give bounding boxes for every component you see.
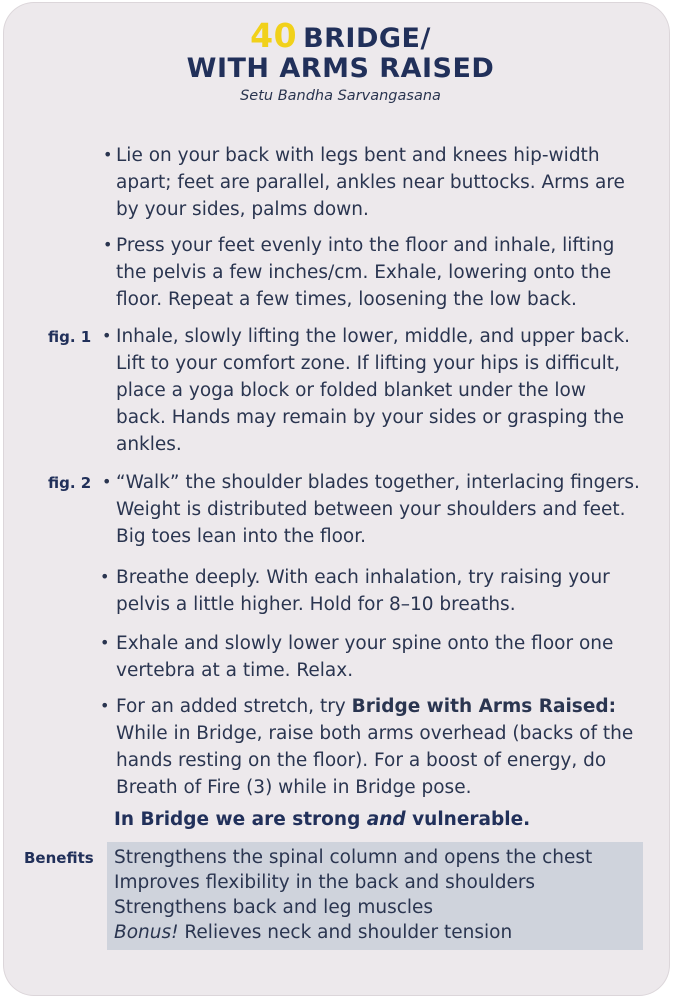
bullet-icon: •: [100, 633, 110, 652]
instruction-line: the pelvis a few inches/cm. Exhale, lowering onto the: [116, 262, 612, 283]
instruction-line: place a yoga block or folded blanket under the low: [116, 380, 586, 401]
instruction-line: Breathe deeply. With each inhalation, try raising your: [116, 567, 610, 588]
instruction-line: Weight is distributed between your shoulders and feet.: [116, 499, 626, 520]
bullet-icon: •: [100, 696, 110, 715]
bullet-icon: •: [103, 145, 113, 164]
instruction-text: [116, 142, 641, 223]
closing-statement: In Bridge we are strong and vulnerable.: [114, 809, 531, 830]
instruction-line: floor. Repeat a few times, loosening the low back.: [116, 289, 577, 310]
instruction-text: [116, 323, 641, 458]
instruction-text: For an added stretch, try Bridge with Arms Raised: While in Bridge, raise both arms overhead (backs of the hands resting on the floor). For a boost of energy, do Breath of Fire (3) while in Bridge pose.: [116, 693, 641, 801]
benefit-line: Improves flexibility in the back and shoulders: [114, 872, 536, 893]
card-header: [0, 16, 681, 104]
bonus-label: Bonus!: [114, 922, 179, 943]
instruction-line: Lift to your comfort zone. If lifting your hips is difficult,: [116, 353, 620, 374]
instruction-line: Breath of Fire (3) while in Bridge pose.: [116, 777, 472, 798]
bullet-icon: •: [103, 235, 113, 254]
instruction-line: While in Bridge, raise both arms overhead (backs of the: [116, 723, 634, 744]
instruction-line: Big toes lean into the floor.: [116, 526, 367, 547]
instruction-line: back. Hands may remain by your sides or grasping the: [116, 407, 625, 428]
bullet-icon: •: [100, 567, 110, 586]
instruction-text: [116, 630, 641, 684]
sanskrit-name: Setu Bandha Sarvangasana: [240, 88, 441, 104]
instruction-line: pelvis a little higher. Hold for 8–10 breaths.: [116, 594, 516, 615]
instruction-line: hands resting on the floor). For a boost of energy, do: [116, 750, 607, 771]
title-line-1: BRIDGE/: [303, 23, 431, 54]
figure-reference: fig. 2: [48, 474, 92, 492]
figure-reference: fig. 1: [48, 328, 92, 346]
benefits-box: [107, 842, 643, 950]
instruction-text: [116, 469, 641, 550]
instruction-text: [116, 232, 641, 313]
instruction-line: ankles.: [116, 434, 182, 455]
instruction-line: Lie on your back with legs bent and knees hip-width: [116, 145, 600, 166]
title-line-2: WITH ARMS RAISED: [186, 53, 495, 84]
instruction-line: vertebra at a time. Relax.: [116, 660, 354, 681]
instruction-line: apart; feet are parallel, ankles near buttocks. Arms are: [116, 172, 625, 193]
benefits-label: Benefits: [24, 849, 94, 867]
pose-number: 40: [250, 16, 298, 55]
bullet-icon: •: [102, 472, 112, 491]
instruction-line: Press your feet evenly into the floor and inhale, lifting: [116, 235, 615, 256]
benefit-bonus-line: Bonus! Relieves neck and shoulder tension: [114, 922, 513, 943]
instruction-line: “Walk” the shoulder blades together, interlacing fingers.: [116, 472, 640, 493]
benefit-line: Strengthens back and leg muscles: [114, 897, 434, 918]
benefit-line: Strengthens the spinal column and opens the chest: [114, 847, 593, 868]
bullet-icon: •: [102, 326, 112, 345]
instruction-line: Exhale and slowly lower your spine onto the floor one: [116, 633, 614, 654]
instruction-text: [116, 564, 641, 618]
instruction-line: by your sides, palms down.: [116, 199, 369, 220]
instruction-line: Inhale, slowly lifting the lower, middle, and upper back.: [116, 326, 631, 347]
